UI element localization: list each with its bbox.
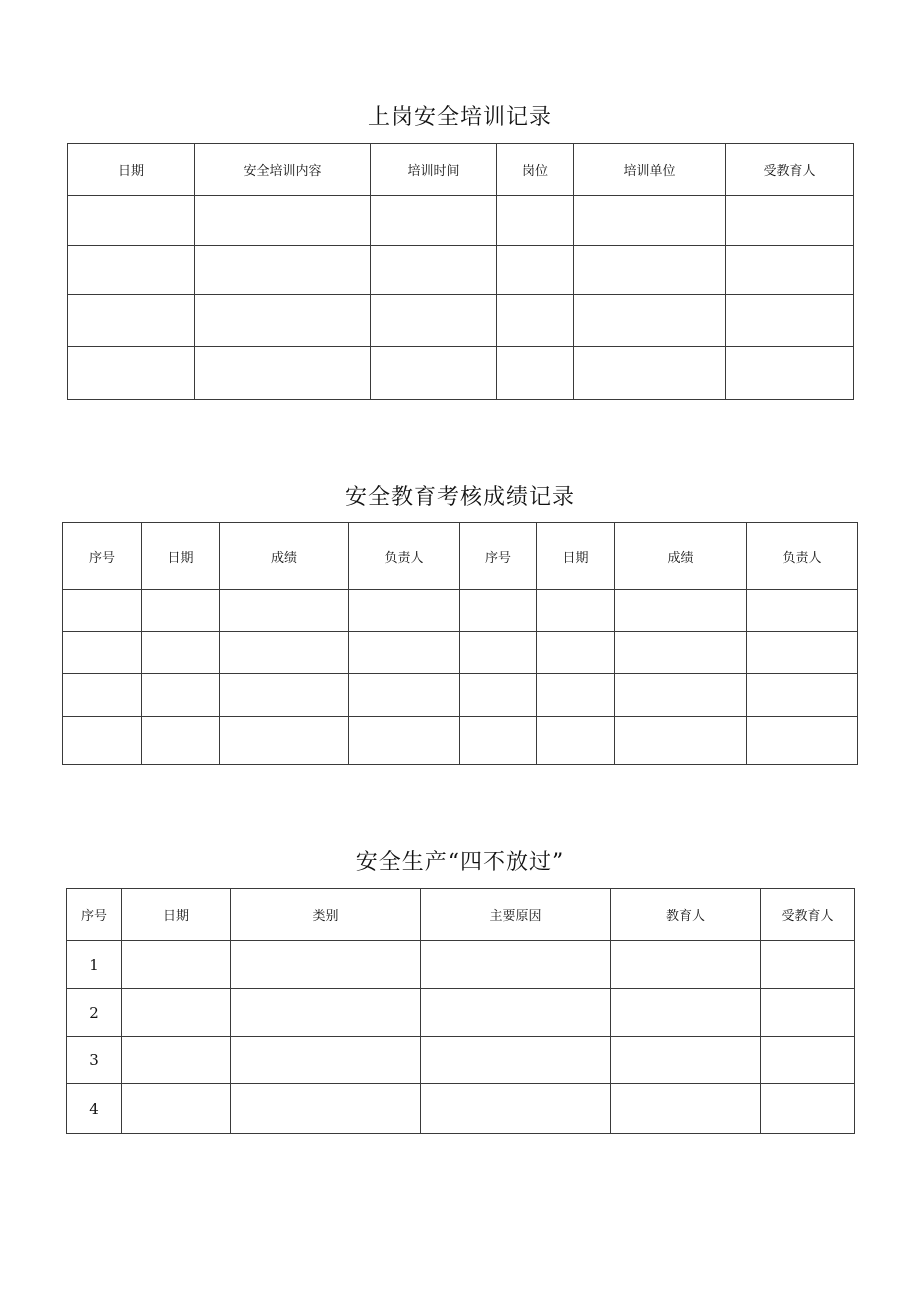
blank-cell[interactable] — [747, 717, 858, 765]
blank-cell[interactable] — [195, 196, 371, 246]
row-number: 3 — [67, 1037, 122, 1084]
blank-cell[interactable] — [574, 246, 726, 295]
blank-cell[interactable] — [726, 347, 854, 400]
header-cell: 序号 — [460, 523, 537, 590]
row-number: 2 — [67, 989, 122, 1037]
blank-cell[interactable] — [371, 246, 497, 295]
header-cell: 受教育人 — [761, 889, 855, 941]
blank-cell[interactable] — [220, 674, 349, 717]
blank-cell[interactable] — [747, 632, 858, 674]
blank-cell[interactable] — [142, 674, 220, 717]
blank-cell[interactable] — [615, 717, 747, 765]
table-row — [68, 347, 854, 400]
blank-cell[interactable] — [349, 632, 460, 674]
blank-cell[interactable] — [761, 941, 855, 989]
header-cell: 日期 — [537, 523, 615, 590]
header-cell: 序号 — [67, 889, 122, 941]
safety-training-table — [67, 143, 854, 400]
blank-cell[interactable] — [231, 941, 421, 989]
table-row — [68, 246, 854, 295]
header-cell: 日期 — [142, 523, 220, 590]
blank-cell[interactable] — [497, 295, 574, 347]
header-cell: 培训时间 — [371, 144, 497, 196]
blank-cell[interactable] — [195, 246, 371, 295]
blank-cell[interactable] — [371, 295, 497, 347]
blank-cell[interactable] — [574, 196, 726, 246]
header-cell: 岗位 — [497, 144, 574, 196]
header-cell: 安全培训内容 — [195, 144, 371, 196]
section2-title: 安全教育考核成绩记录 — [344, 485, 575, 510]
blank-cell[interactable] — [611, 989, 761, 1037]
table-row — [67, 1037, 855, 1084]
blank-cell[interactable] — [497, 246, 574, 295]
blank-cell[interactable] — [63, 632, 142, 674]
table-row — [63, 717, 858, 765]
blank-cell[interactable] — [726, 295, 854, 347]
header-cell: 成绩 — [615, 523, 747, 590]
blank-cell[interactable] — [460, 632, 537, 674]
blank-cell[interactable] — [574, 295, 726, 347]
table-header-row — [68, 144, 854, 196]
table-row — [63, 590, 858, 632]
row-number: 1 — [67, 941, 122, 989]
blank-cell[interactable] — [122, 989, 231, 1037]
blank-cell[interactable] — [349, 674, 460, 717]
blank-cell[interactable] — [537, 590, 615, 632]
section1-title: 上岗安全培训记录 — [367, 105, 552, 130]
blank-cell[interactable] — [122, 1084, 231, 1134]
blank-cell[interactable] — [68, 246, 195, 295]
table-row — [67, 1084, 855, 1134]
exam-score-table — [62, 522, 858, 765]
header-cell: 培训单位 — [574, 144, 726, 196]
blank-cell[interactable] — [195, 347, 371, 400]
table-header-row — [63, 523, 858, 590]
table-header-row — [67, 889, 855, 941]
table-row — [67, 941, 855, 989]
blank-cell[interactable] — [460, 590, 537, 632]
blank-cell[interactable] — [421, 1084, 611, 1134]
section3-title: 安全生产“四不放过” — [355, 850, 565, 875]
blank-cell[interactable] — [68, 347, 195, 400]
blank-cell[interactable] — [761, 989, 855, 1037]
header-cell: 教育人 — [611, 889, 761, 941]
blank-cell[interactable] — [726, 246, 854, 295]
blank-cell[interactable] — [231, 1037, 421, 1084]
blank-cell[interactable] — [421, 989, 611, 1037]
header-cell: 序号 — [63, 523, 142, 590]
blank-cell[interactable] — [68, 295, 195, 347]
table-row — [68, 196, 854, 246]
header-cell: 成绩 — [220, 523, 349, 590]
blank-cell[interactable] — [421, 941, 611, 989]
table-row — [68, 295, 854, 347]
blank-cell[interactable] — [747, 674, 858, 717]
header-cell: 日期 — [122, 889, 231, 941]
blank-cell[interactable] — [220, 590, 349, 632]
blank-cell[interactable] — [220, 632, 349, 674]
blank-cell[interactable] — [615, 590, 747, 632]
blank-cell[interactable] — [63, 717, 142, 765]
blank-cell[interactable] — [726, 196, 854, 246]
blank-cell[interactable] — [537, 632, 615, 674]
four-no-release-table — [66, 888, 855, 1134]
blank-cell[interactable] — [421, 1037, 611, 1084]
header-cell: 主要原因 — [421, 889, 611, 941]
table-row — [63, 632, 858, 674]
blank-cell[interactable] — [349, 590, 460, 632]
blank-cell[interactable] — [63, 674, 142, 717]
row-number: 4 — [67, 1084, 122, 1134]
blank-cell[interactable] — [615, 632, 747, 674]
blank-cell[interactable] — [761, 1037, 855, 1084]
blank-cell[interactable] — [460, 717, 537, 765]
blank-cell[interactable] — [537, 674, 615, 717]
blank-cell[interactable] — [231, 989, 421, 1037]
blank-cell[interactable] — [460, 674, 537, 717]
blank-cell[interactable] — [122, 1037, 231, 1084]
blank-cell[interactable] — [761, 1084, 855, 1134]
header-cell: 类别 — [231, 889, 421, 941]
blank-cell[interactable] — [195, 295, 371, 347]
blank-cell[interactable] — [349, 717, 460, 765]
blank-cell[interactable] — [142, 632, 220, 674]
blank-cell[interactable] — [574, 347, 726, 400]
blank-cell[interactable] — [537, 717, 615, 765]
header-cell: 受教育人 — [726, 144, 854, 196]
blank-cell[interactable] — [615, 674, 747, 717]
blank-cell[interactable] — [142, 590, 220, 632]
blank-cell[interactable] — [611, 1084, 761, 1134]
blank-cell[interactable] — [142, 717, 220, 765]
table-row — [67, 989, 855, 1037]
blank-cell[interactable] — [611, 1037, 761, 1084]
header-cell: 负责人 — [349, 523, 460, 590]
blank-cell[interactable] — [68, 196, 195, 246]
blank-cell[interactable] — [497, 347, 574, 400]
header-cell: 负责人 — [747, 523, 858, 590]
blank-cell[interactable] — [497, 196, 574, 246]
blank-cell[interactable] — [747, 590, 858, 632]
table-row — [63, 674, 858, 717]
blank-cell[interactable] — [371, 196, 497, 246]
header-cell: 日期 — [68, 144, 195, 196]
blank-cell[interactable] — [231, 1084, 421, 1134]
blank-cell[interactable] — [63, 590, 142, 632]
blank-cell[interactable] — [371, 347, 497, 400]
blank-cell[interactable] — [611, 941, 761, 989]
blank-cell[interactable] — [220, 717, 349, 765]
blank-cell[interactable] — [122, 941, 231, 989]
